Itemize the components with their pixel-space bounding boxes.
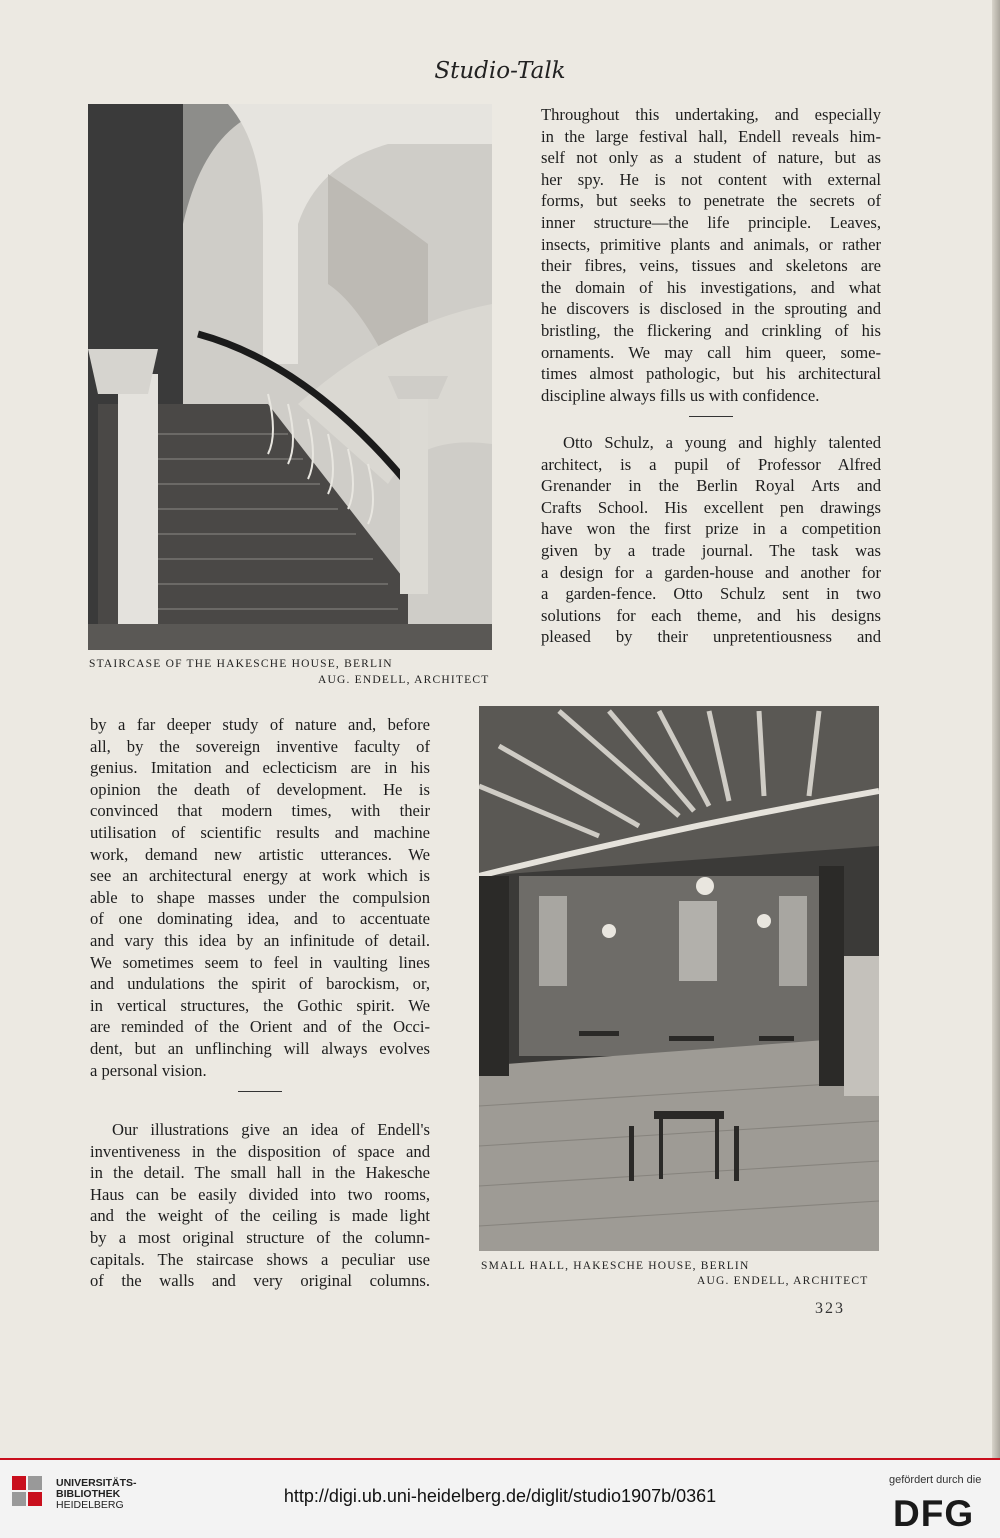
text-line: see an architectural energy at work which is bbox=[90, 866, 430, 886]
text-line: utilisation of scientific results and machine bbox=[90, 822, 430, 842]
text-line: times almost pathologic, but his architectural bbox=[541, 364, 881, 384]
text-line: have won the first prize in a competition bbox=[541, 519, 881, 539]
page-edge bbox=[992, 0, 1000, 1458]
text-line: discipline always fills us with confidence. bbox=[541, 385, 820, 405]
text-line: architect, is a pupil of Professor Alfred bbox=[541, 454, 881, 474]
text-line: Otto Schulz, a young and highly talented bbox=[563, 433, 881, 452]
text-line: a personal vision. bbox=[90, 1060, 207, 1080]
small-hall-caption-architect: AUG. ENDELL, ARCHITECT bbox=[697, 1275, 869, 1287]
text-line: solutions for each theme, and his designs bbox=[541, 605, 881, 625]
library-name-line: BIBLIOTHEK bbox=[56, 1488, 121, 1500]
library-name-line: HEIDELBERG bbox=[56, 1499, 124, 1511]
text-line: in vertical structures, the Gothic spirit. We bbox=[90, 995, 430, 1015]
footer-rule bbox=[0, 1458, 1000, 1460]
text-line: inner structure—the life principle. Leaves, bbox=[541, 212, 881, 232]
text-line: by a most original structure of the column- bbox=[90, 1227, 430, 1247]
text-line: and vary this idea by an infinitude of detail. bbox=[90, 930, 430, 950]
text-line: her spy. He is not content with external bbox=[541, 169, 881, 189]
text-line: Grenander in the Berlin Royal Arts and bbox=[541, 476, 881, 496]
section-divider bbox=[689, 416, 733, 417]
staircase-caption-title: STAIRCASE OF THE HAKESCHE HOUSE, BERLIN bbox=[89, 658, 393, 670]
text-line: genius. Imitation and eclecticism are in his bbox=[90, 758, 430, 778]
text-line: We sometimes seem to feel in vaulting lines bbox=[90, 952, 430, 972]
text-line: by a far deeper study of nature and, before bbox=[90, 715, 430, 734]
text-line: work, demand new artistic utterances. We bbox=[90, 844, 430, 864]
staircase-photo-drawing bbox=[88, 104, 492, 650]
text-line: in the detail. The small hall in the Hakesche bbox=[90, 1163, 430, 1183]
text-line: ornaments. We may call him queer, some- bbox=[541, 342, 881, 362]
text-line: a garden-fence. Otto Schulz sent in two bbox=[541, 584, 881, 604]
small-hall-photo bbox=[479, 706, 879, 1251]
dfg-logo[interactable]: DFG bbox=[893, 1493, 975, 1534]
text-line: dent, but an unflinching will always evolves bbox=[90, 1038, 430, 1058]
text-line: convinced that modern times, with their bbox=[90, 801, 430, 821]
permalink-url[interactable]: http://digi.ub.uni-heidelberg.de/diglit/studio1907b/0361 bbox=[283, 1486, 717, 1506]
library-name-line: UNIVERSITÄTS- bbox=[56, 1477, 137, 1489]
staircase-photo bbox=[88, 104, 492, 650]
text-line: Throughout this undertaking, and especially bbox=[541, 105, 881, 124]
text-line: and the weight of the ceiling is made light bbox=[90, 1206, 430, 1226]
running-head: Studio-Talk bbox=[434, 58, 566, 84]
funded-by-label: gefördert durch die bbox=[889, 1474, 982, 1486]
text-line: self not only as a student of nature, but as bbox=[541, 148, 881, 168]
text-line: capitals. The staircase shows a peculiar use bbox=[90, 1249, 430, 1269]
small-hall-photo-drawing bbox=[479, 706, 879, 1251]
text-line: Haus can be easily divided into two rooms, bbox=[90, 1184, 430, 1204]
text-line: given by a trade journal. The task was bbox=[541, 540, 881, 560]
text-line: and undulations the spirit of barockism, or, bbox=[90, 974, 430, 994]
text-line: opinion the death of development. He is bbox=[90, 779, 430, 799]
text-line: are reminded of the Orient and of the Occi- bbox=[90, 1017, 430, 1037]
digitization-footer bbox=[0, 1458, 1000, 1538]
text-line: their fibres, veins, tissues and skeletons are bbox=[541, 256, 881, 276]
text-line: the domain of his investigations, and what bbox=[541, 277, 881, 297]
text-line: pleased by their unpretentiousness and bbox=[541, 627, 881, 647]
text-line: forms, but seeks to penetrate the secrets of bbox=[541, 191, 881, 211]
text-line: of one dominating idea, and to accentuate bbox=[90, 909, 430, 929]
page-number: 323 bbox=[815, 1300, 845, 1317]
text-column-top-right bbox=[541, 104, 881, 429]
text-line: a design for a garden-house and another for bbox=[541, 562, 881, 582]
text-line: Crafts School. His excellent pen drawings bbox=[541, 497, 881, 517]
text-line: bristling, the flickering and crinkling of his bbox=[541, 320, 881, 340]
text-line: in the large festival hall, Endell reveals him- bbox=[541, 126, 881, 146]
text-column-middle-right bbox=[541, 432, 881, 648]
small-hall-caption-title: SMALL HALL, HAKESCHE HOUSE, BERLIN bbox=[481, 1260, 750, 1272]
text-line: all, by the sovereign inventive faculty of bbox=[90, 736, 430, 756]
text-line: he discovers is disclosed in the sprouting and bbox=[541, 299, 881, 319]
text-line: Our illustrations give an idea of Endell's bbox=[112, 1120, 430, 1139]
staircase-caption-architect: AUG. ENDELL, ARCHITECT bbox=[318, 674, 490, 686]
text-line: of the walls and very original columns. bbox=[90, 1271, 430, 1291]
text-line: able to shape masses under the compulsion bbox=[90, 887, 430, 907]
text-line: insects, primitive plants and animals, or rather bbox=[541, 234, 881, 254]
text-column-bottom-left bbox=[90, 714, 430, 1104]
text-column-final-left bbox=[90, 1119, 430, 1292]
text-line: inventiveness in the disposition of space and bbox=[90, 1141, 430, 1161]
section-divider bbox=[238, 1091, 282, 1092]
